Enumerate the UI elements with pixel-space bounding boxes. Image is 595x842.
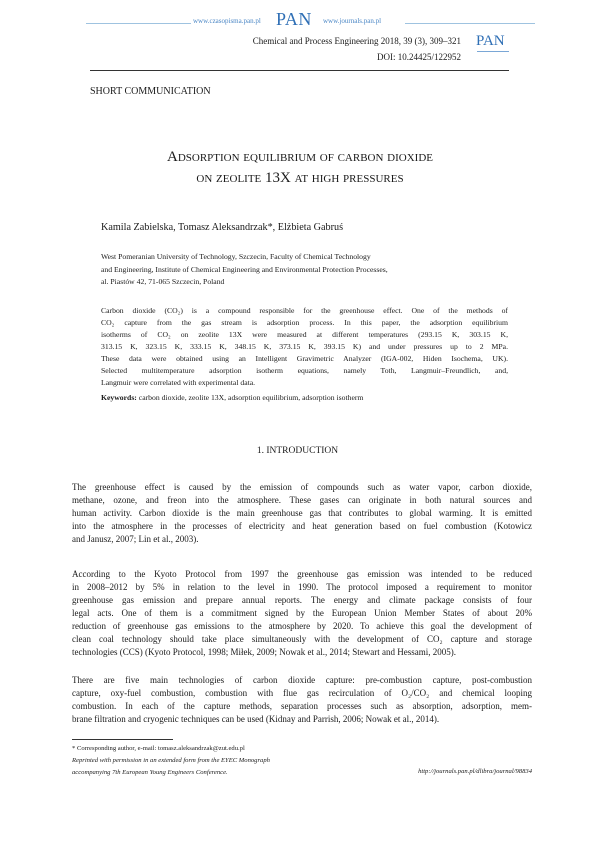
keywords [101,393,363,402]
keywords-label: Keywords: [101,393,137,402]
pan-logo-right: PAN [476,33,505,49]
doi[interactable]: DOI: 10.24425/122952 [377,52,461,62]
footnote-rule [72,739,173,740]
paragraph-line: capture, oxy-fuel combustion, combustion with flue gas recirculation of O₂/CO₂ and chemical looping [72,688,532,698]
article-title-line-1: Adsorption equilibrium of carbon dioxide [166,149,433,165]
paragraph-line: methane, ozone, and freon into the atmosphere. These gases can originate in both natural sources and [72,495,532,505]
section-heading-introduction: 1. INTRODUCTION [256,446,339,456]
paragraph-line: clean coal technology should take place simultaneously with the development of CO₂ capture and storage [72,634,532,644]
abstract-line: Langmuir were correlated with experimental data. [101,378,256,387]
paragraph-line: There are five main technologies of carbon dioxide capture: pre-combustion capture, post-combustion [72,675,532,685]
affiliation-line: al. Piastów 42, 71-065 Szczecin, Poland [101,277,225,286]
article-title-line-2: on zeolite 13X at high pressures [196,170,404,186]
affiliation-line: and Engineering, Institute of Chemical Engineering and Environmental Protection Processes, [101,265,388,274]
journal-url[interactable]: http://journals.pan.pl/dlibra/journal/98834 [418,768,532,775]
paragraph-line: According to the Kyoto Protocol from 1997 the greenhouse gas emission was intended to be reduced [72,569,532,579]
header-url-left[interactable]: www.czasopisma.pan.pl [193,17,261,25]
paragraph-line: human activity. Carbon dioxide is the main greenhouse gas that contributes to global warming. It is emitted [72,508,532,518]
paragraph-line: and Janusz, 2007; Lin et al., 2003). [72,534,199,544]
abstract-line: CO₂ capture from the gas stream is adsorption process. In this paper, the adsorption equilibrium [101,318,508,327]
paragraph-line: reduction of greenhouse gas emissions to the atmosphere by 2020. To achieve this goal the development of [72,621,532,631]
paragraph-line: in 2008–2012 by 5% in relation to the level in 1990. The protocol imposed a requirement to monitor [72,582,532,592]
header-url-right[interactable]: www.journals.pan.pl [323,17,382,25]
abstract-line: Selected multitemperature adsorption isotherm equations, namely Toth, Langmuir–Freundlich, and, [101,366,508,375]
paragraph-line: brane filtration and cryogenic techniques can be used (Kidnay and Parrish, 2006; Nowak et al., 2014). [72,714,440,724]
paragraph-line: into the atmosphere in the processes of electricity and heat generation based on fuel combustion (Kotowicz [72,521,532,531]
authors: Kamila Zabielska, Tomasz Aleksandrzak*, Elżbieta Gabruś [101,222,344,233]
abstract-line: These data were obtained using an Intelligent Gravimetric Analyzer (IGA-002, Hiden Isochema, UK). [101,354,508,363]
abstract-line: 313.15 K, 323.15 K, 333.15 K, 348.15 K, 373.15 K, 393.15 K) and under pressures up to 2 MPa. [101,342,508,351]
header-rule-right [405,23,535,24]
keywords-list: carbon dioxide, zeolite 13X, adsorption equilibrium, adsorption isotherm [138,393,364,402]
pan-logo-underline [477,51,509,55]
paragraph-line: legal acts. One of them is a commitment signed by the European Union Member States of about 20% [72,608,532,618]
pan-logo-top: PAN [276,9,312,29]
paragraph-line: technologies (CCS) (Kyoto Protocol, 1998; Miłek, 2009; Nowak et al., 2014; Stewart and Hessami, 2005). [72,647,456,657]
footnote-reprint-line-1: Reprinted with permission in an extended form from the EYEC Monograph [72,757,270,764]
article-type: SHORT COMMUNICATION [90,86,211,97]
abstract-line: isotherms of CO₂ on zeolite 13X were measured at different temperatures (293.15 K, 303.15 K, [101,330,508,339]
footnote-reprint-line-2: accompanying 7th European Young Engineers Conference. [72,769,228,776]
paragraph-line: combustion. In each of the capture methods, separation processes such as absorption, adsorption, mem- [72,701,532,711]
journal-citation: Chemical and Process Engineering 2018, 39 (3), 309–321 [252,36,461,46]
header-rule-left [86,23,191,24]
paragraph-line: The greenhouse effect is caused by the emission of compounds such as water vapor, carbon dioxide, [72,482,532,492]
header-rule [90,70,509,71]
footnote-corresponding-author: * Corresponding author, e-mail: tomasz.aleksandrzak@zut.edu.pl [72,745,245,752]
paragraph-line: greenhouse gas emission and prepare annual reports. The energy and climate package consists of four [72,595,532,605]
affiliation-line: West Pomeranian University of Technology, Szczecin, Faculty of Chemical Technology [101,252,371,261]
abstract-line: Carbon dioxide (CO₂) is a compound responsible for the greenhouse effect. One of the methods of [101,306,508,315]
